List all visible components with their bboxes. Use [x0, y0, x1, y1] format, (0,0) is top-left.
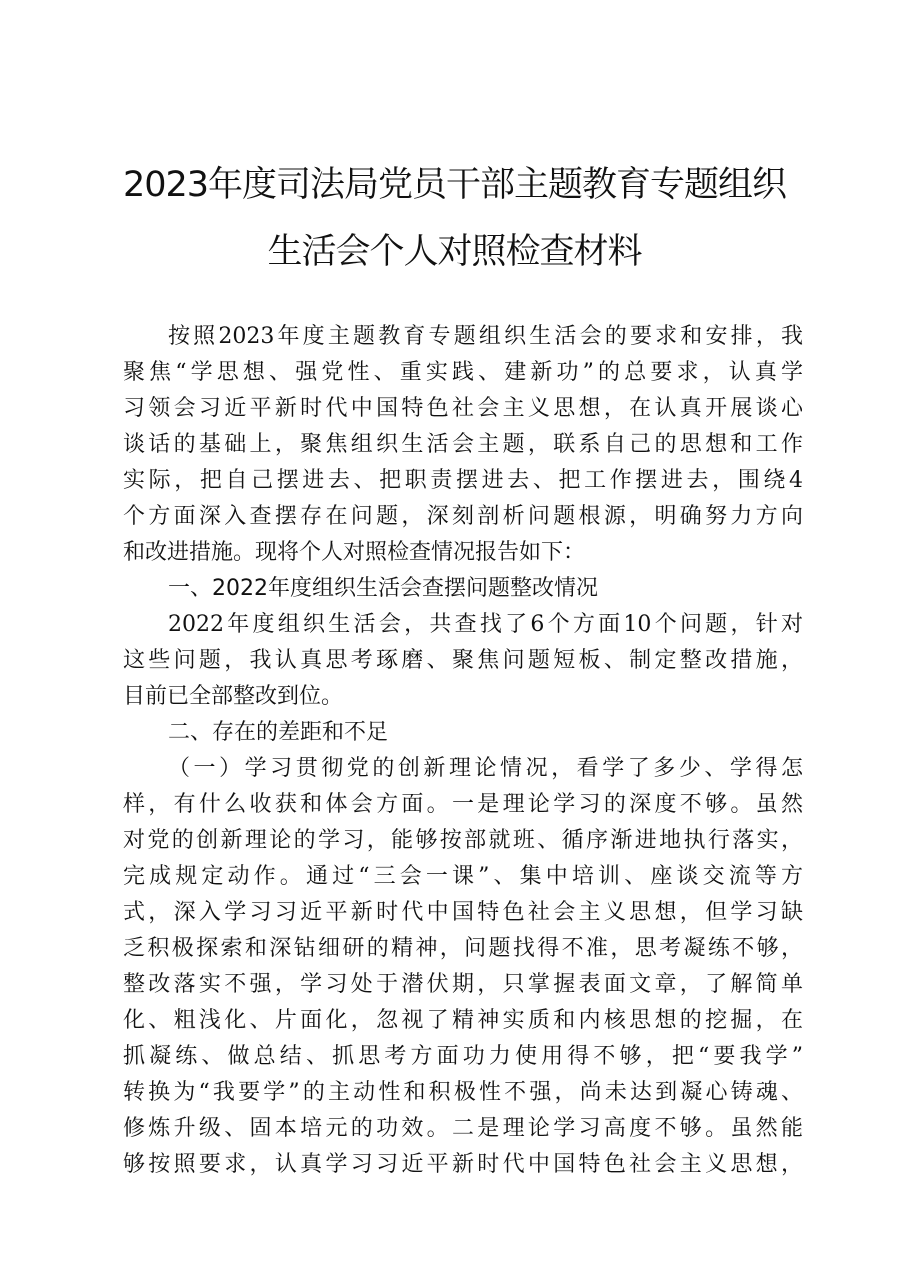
paragraph-line: 式，深入学习习近平新时代中国特色社会主义思想，但学习缺 [123, 900, 803, 925]
paragraph-line: 抓凝练、做总结、抓思考方面功力使用得不够，把“要我学” [123, 1044, 803, 1069]
paragraph-line: 谈话的基础上，聚焦组织生活会主题，联系自己的思想和工作 [123, 432, 803, 457]
document-title-line-1: 2023年度司法局党员干部主题教育专题组织 [122, 165, 787, 205]
section-heading-2: 二、存在的差距和不足 [168, 720, 389, 745]
paragraph-line: 样，有什么收获和体会方面。一是理论学习的深度不够。虽然 [123, 792, 803, 817]
paragraph-line: 够按照要求，认真学习习近平新时代中国特色社会主义思想， [123, 1152, 803, 1177]
paragraph-line: 整改落实不强，学习处于潜伏期，只掌握表面文章，了解简单 [123, 972, 803, 997]
paragraph-line: 转换为“我要学”的主动性和积极性不强，尚未达到凝心铸魂、 [123, 1080, 803, 1105]
paragraph-line: 这些问题，我认真思考琢磨、聚焦问题短板、制定整改措施， [123, 648, 803, 673]
paragraph-line: 修炼升级、固本培元的功效。二是理论学习高度不够。虽然能 [123, 1116, 803, 1141]
paragraph-line: 乏积极探索和深钻细研的精神，问题找得不准，思考凝练不够， [123, 936, 803, 961]
paragraph-line: 目前已全部整改到位。 [123, 684, 344, 709]
paragraph-line: 2022年度组织生活会，共查找了6个方面10个问题，针对 [168, 612, 803, 637]
paragraph-line: 个方面深入查摆存在问题，深刻剖析问题根源，明确努力方向 [123, 504, 803, 529]
paragraph-line: 实际，把自己摆进去、把职责摆进去、把工作摆进去，围绕4 [123, 468, 803, 493]
paragraph-line: 对党的创新理论的学习，能够按部就班、循序渐进地执行落实， [123, 828, 803, 853]
paragraph-line: （一）学习贯彻党的创新理论情况，看学了多少、学得怎 [168, 756, 803, 781]
paragraph-line: 化、粗浅化、片面化，忽视了精神实质和内核思想的挖掘，在 [123, 1008, 803, 1033]
section-heading-1: 一、2022年度组织生活会查摆问题整改情况 [168, 576, 598, 601]
paragraph-line: 按照2023年度主题教育专题组织生活会的要求和安排，我 [168, 324, 803, 349]
paragraph-line: 习领会习近平新时代中国特色社会主义思想，在认真开展谈心 [123, 396, 803, 421]
paragraph-line: 完成规定动作。通过“三会一课”、集中培训、座谈交流等方 [123, 864, 803, 889]
document-body [123, 0, 803, 1286]
document-title-line-2: 生活会个人对照检查材料 [267, 232, 642, 272]
paragraph-line: 聚焦“学思想、强党性、重实践、建新功”的总要求，认真学 [123, 360, 803, 385]
paragraph-line: 和改进措施。现将个人对照检查情况报告如下： [123, 540, 586, 565]
